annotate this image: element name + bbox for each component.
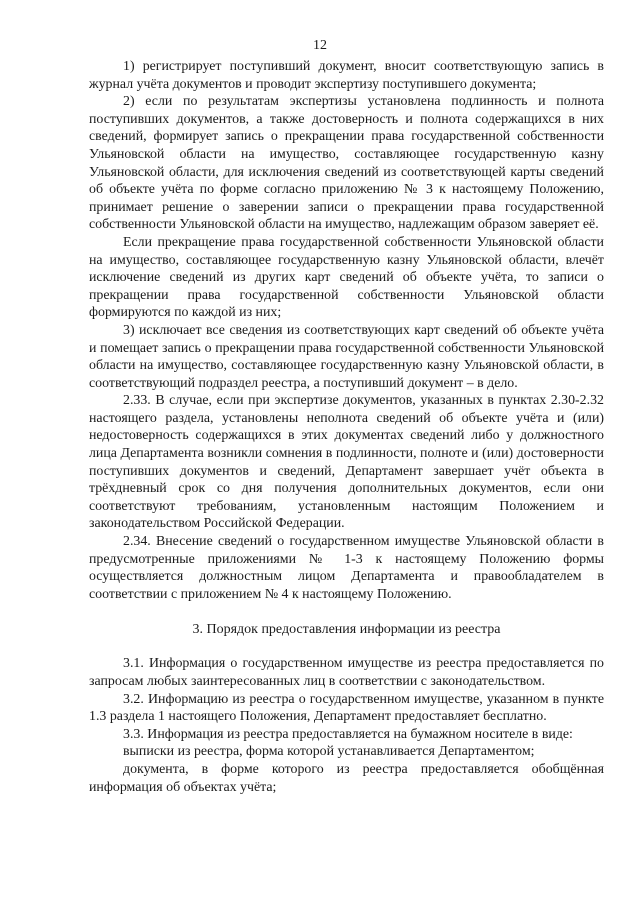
paragraph: 2.33. В случае, если при экспертизе документов, указанных в пунктах 2.30-2.32 настоящего раздела, установлены неполнота сведений об объекте учёта и (или) недостоверность содержащихся в этих документах сведений либо у должностного лица Департамента возникли сомнения в подлинности, полноте и (или) достоверности поступивших документов и сведений, Департамент завершает учёт объекта в трёхдневный срок со дня получения дополнительных документов, если они соответствуют требованиям, установленным настоящим Положением и законодательством Российской Федерации. bbox=[89, 393, 604, 532]
paragraph: 2) если по результатам экспертизы установлена подлинность и полнота поступивших документов, а также достоверность и полнота содержащихся в них сведений, формирует запись о прекращении права государственной собственности Ульяновской области на имущество, составляющее государственную казну Ульяновской области, для исключения сведений из соответствующей карты сведений об объекте учёта по форме согласно приложению № 3 к настоящему Положению, принимает решение о заверении записи о прекращении права государственной собственности Ульяновской области на имущество, надлежащим образом заверяет её. bbox=[89, 94, 604, 233]
paragraph: документа, в форме которого из реестра предоставляется обобщённая информация об объектах учёта; bbox=[89, 761, 604, 795]
section-heading: 3. Порядок предоставления информации из реестра bbox=[192, 622, 501, 638]
document-body bbox=[89, 58, 604, 796]
paragraph: 3.1. Информация о государственном имуществе из реестра предоставляется по запросам любых заинтересованных лиц в соответствии с законодательством. bbox=[89, 656, 604, 689]
paragraph: 3.2. Информацию из реестра о государственном имуществе, указанном в пункте 1.3 раздела 1 настоящего Положения, Департамент предоставляет бесплатно. bbox=[89, 691, 604, 725]
paragraph: 3) исключает все сведения из соответствующих карт сведений об объекте учёта и помещает запись о прекращении права государственной собственности Ульяновской области на имущество, составляющее государственную казну Ульяновской области, в соответствующий подраздел реестра, а поступивший документ – в дело. bbox=[89, 322, 604, 391]
paragraph: 3.3. Информация из реестра предоставляется на бумажном носителе в виде: bbox=[123, 726, 573, 742]
page-number: 12 bbox=[313, 38, 327, 53]
paragraph: выписки из реестра, форма которой устанавливается Департаментом; bbox=[123, 744, 535, 760]
paragraph: 1) регистрирует поступивший документ, вносит соответствующую запись в журнал учёта документов и проводит экспертизу поступившего документа; bbox=[89, 59, 604, 92]
paragraph: 2.34. Внесение сведений о государственном имуществе Ульяновской области в предусмотренные приложениями № 1-3 к настоящему Положению формы осуществляется должностным лицом Департамента и правообладателем в соответствии с приложением № 4 к настоящему Положению. bbox=[89, 534, 604, 602]
paragraph: Если прекращение права государственной собственности Ульяновской области на имущество, составляющее государственную казну Ульяновской области, влечёт исключение сведений из других карт сведений об объекте учёта, то записи о прекращении права государственной собственности Ульяновской области формируются по каждой из них; bbox=[89, 234, 604, 321]
